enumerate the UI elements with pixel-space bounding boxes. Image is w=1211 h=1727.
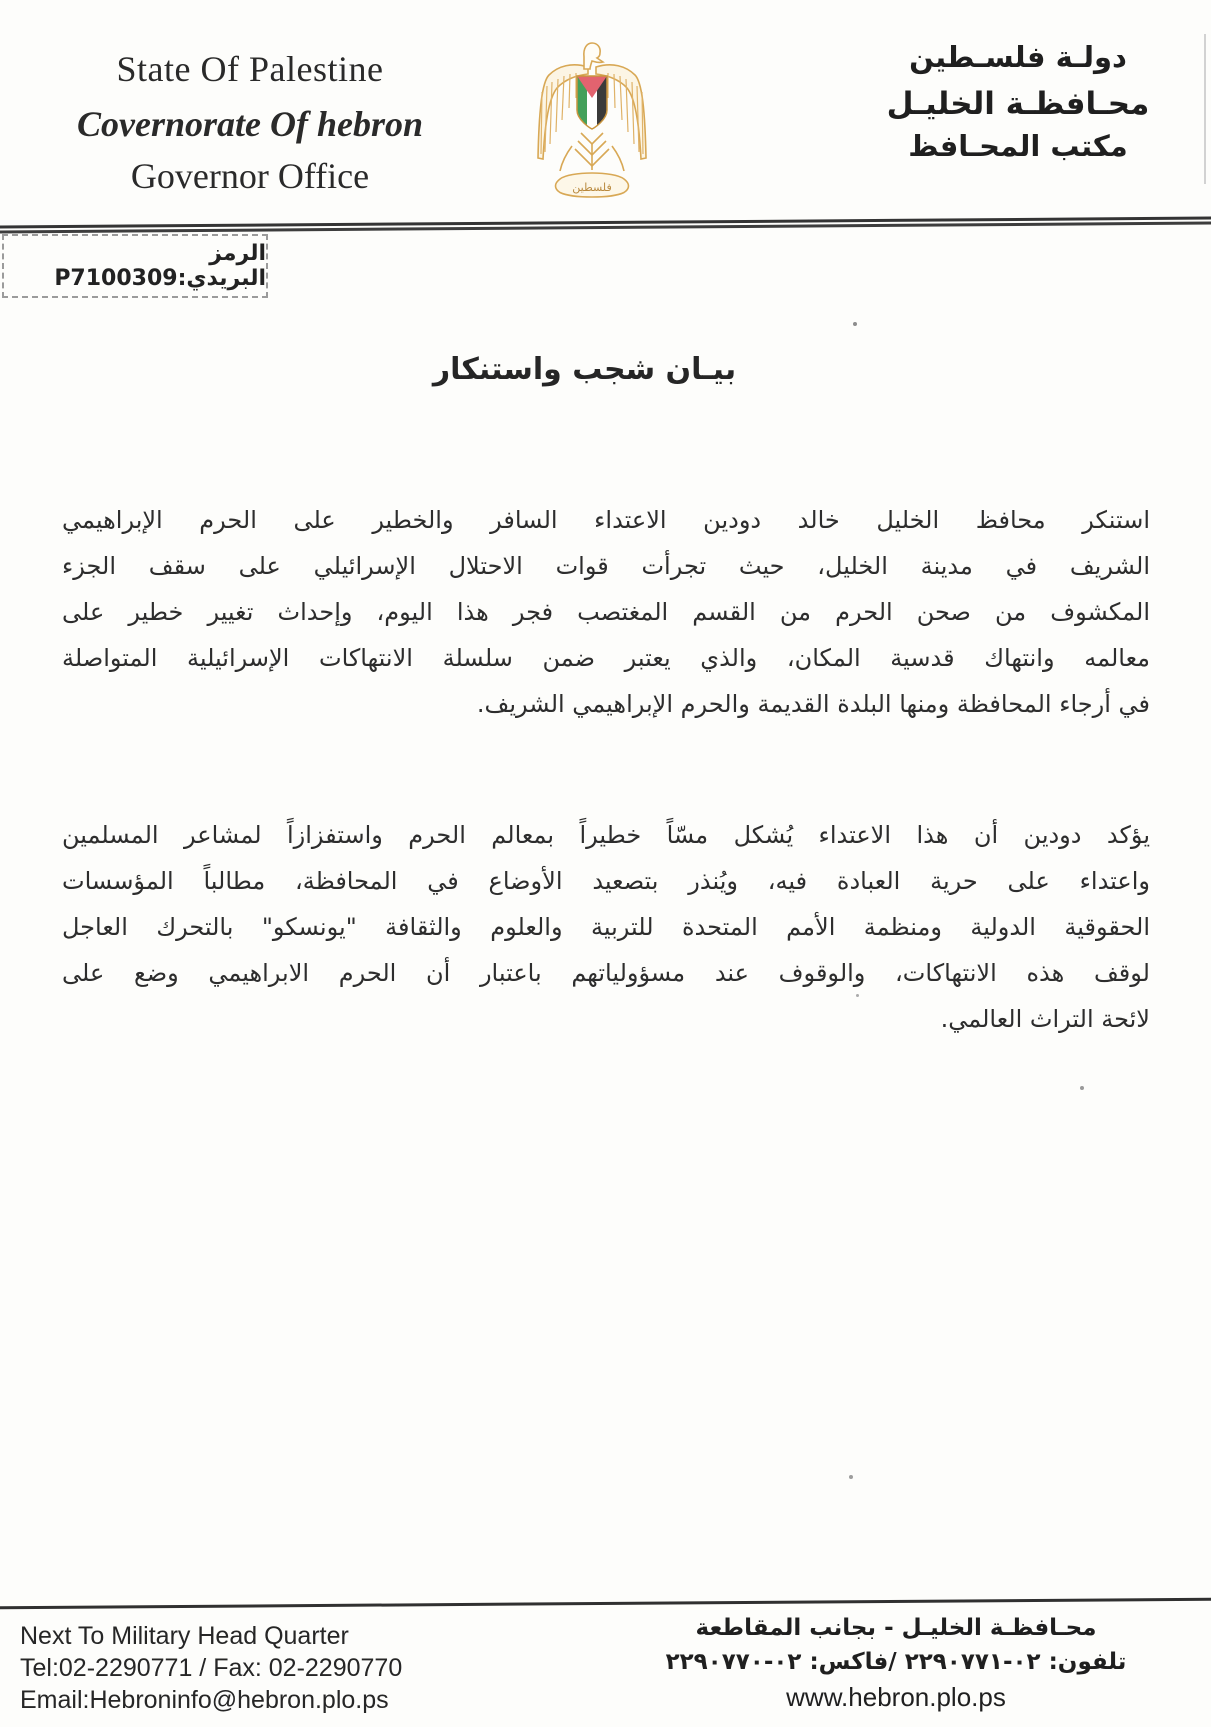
header-divider-rule	[0, 217, 1211, 229]
state-name-english: State Of Palestine	[116, 49, 384, 89]
footer-tel-label-arabic: تلفون:	[1048, 1649, 1127, 1675]
governorate-name-arabic: محـافظـة الخليـل	[886, 86, 1150, 122]
palestine-coat-of-arms-emblem	[534, 40, 650, 204]
statement-line: استنكر محافظ الخليل خالد دودين الاعتداء السافر والخطير على الحرم الإبراهيمي	[62, 506, 1150, 534]
statement-line: الحقوقية الدولية ومنظمة الأمم المتحدة للتربية والعلوم والثقافة "يونسكو" بالتحرك العاجل	[62, 913, 1150, 941]
statement-line: واعتداء على حرية العبادة فيه، ويُنذر بتصعيد الأوضاع في المحافظة، مطالباً المؤسسات	[62, 867, 1150, 895]
governor-office-english: Governor Office	[130, 156, 370, 196]
statement-paragraph-1	[62, 497, 1150, 727]
statement-line: المكشوف من صحن الحرم من القسم المغتصب فجر هذا اليوم، وإحداث تغيير خطير على	[62, 598, 1150, 626]
scan-speck	[856, 994, 859, 997]
footer-address-english: Next To Military Head Quarter	[20, 1622, 349, 1650]
footer-english-block	[20, 1620, 402, 1716]
emblem-banner-text: فلسطين	[572, 181, 612, 194]
eagle-of-saladin-icon	[534, 40, 650, 204]
state-name-arabic: دولـة فلسـطين	[909, 40, 1127, 74]
footer-divider-rule	[0, 1598, 1211, 1610]
postal-code-text: الرمز البريدي:P7100309	[54, 241, 266, 291]
statement-line: الشريف في مدينة الخليل، حيث تجرأت قوات الاحتلال الإسرائيلي على سقف الجزء	[62, 552, 1150, 580]
scan-edge-line	[1204, 34, 1206, 184]
statement-line: في أرجاء المحافظة ومنها البلدة القديمة والحرم الإبراهيمي الشريف.	[476, 690, 1150, 718]
statement-line: لوقف هذه الانتهاكات، والوقوف عند مسؤولياتهم باعتبار أن الحرم الابراهيمي وضع على	[62, 959, 1150, 987]
statement-paragraph-2	[62, 812, 1150, 1042]
postal-code-box	[2, 234, 268, 298]
governorate-name-english: Covernorate Of hebron	[76, 104, 423, 144]
statement-line: معالمه وانتهاك قدسية المكان، والذي يعتبر ضمن سلسلة الانتهاكات الإسرائيلية المتواصلة	[62, 644, 1150, 672]
footer-tel-fax-english: Tel:02-2290771 / Fax: 02-2290770	[20, 1654, 403, 1682]
statement-line: يؤكد دودين أن هذا الاعتداء يُشكل مسّاً خطيراً بمعالم الحرم واستفزازاً لمشاعر المسلمين	[62, 821, 1150, 849]
scan-speck	[1080, 1086, 1084, 1090]
governor-office-arabic: مكتب المحـافظ	[908, 129, 1128, 163]
footer-arabic-block	[661, 1615, 1131, 1713]
statement-line: لائحة التراث العالمي.	[940, 1005, 1150, 1033]
letterhead-arabic-block	[853, 40, 1183, 163]
footer-address-arabic: محـافظـة الخليـل - بجانب المقاطعة	[695, 1615, 1097, 1641]
footer-fax-value-arabic: ٠٢-٢٢٩٠٧٧٠	[665, 1649, 802, 1675]
scan-speck	[853, 322, 857, 326]
flag-shield-icon	[577, 76, 607, 129]
footer-fax-label-arabic: /فاكس:	[809, 1649, 897, 1675]
footer-website: www.hebron.plo.ps	[786, 1682, 1006, 1712]
footer-email-english: Email:Hebroninfo@hebron.plo.ps	[20, 1686, 389, 1714]
footer-tel-value-arabic: ٠٢-٢٢٩٠٧٧١	[904, 1649, 1041, 1675]
footer-tel-fax-arabic	[661, 1649, 1131, 1675]
statement-title: بيـان شجب واستنكار	[432, 352, 737, 387]
letterhead-english-block	[50, 48, 450, 197]
scan-speck	[849, 1475, 853, 1479]
